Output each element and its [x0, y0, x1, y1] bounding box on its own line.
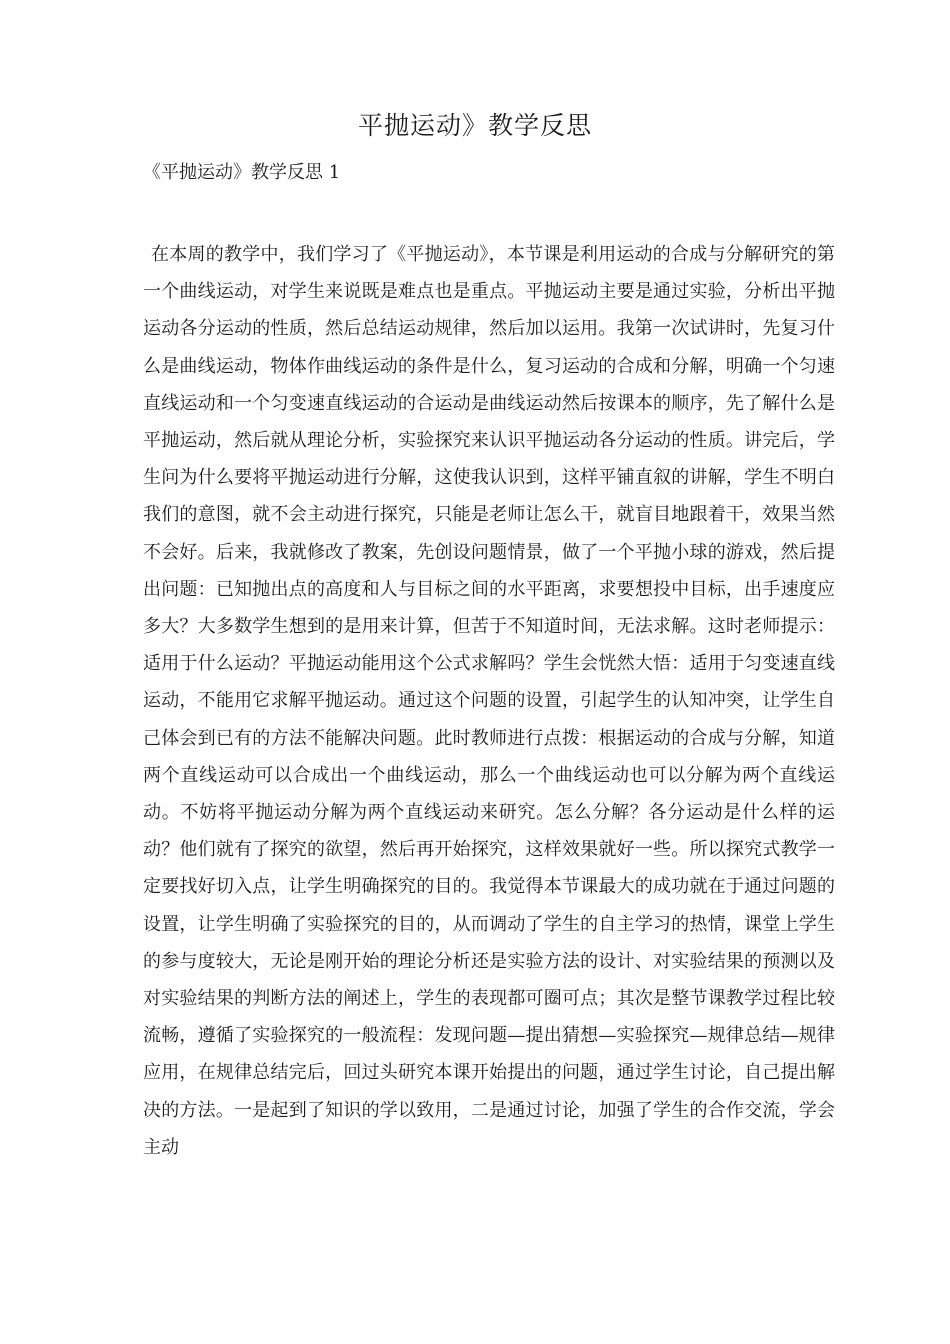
section-heading: 《平抛运动》教学反思 1 [143, 162, 341, 183]
body-paragraph: 在本周的教学中，我们学习了《平抛运动》，本节课是利用运动的合成与分解研究的第一个曲线运动，对学生来说既是难点也是重点。平抛运动主要是通过实验，分析出平抛运动各分运动的性质，然后总结运动规律，然后加以运用。我第一次试讲时，先复习什么是曲线运动，物体作曲线运动的条件是什么，复习运动的合成和分解，明确一个匀速直线运动和一个匀变速直线运动的合运动是曲线运动然后按课本的顺序，先了解什么是平抛运动，然后就从理论分析，实验探究来认识平抛运动各分运动的性质。讲完后，学生问为什么要将平抛运动进行分解，这使我认识到，这样平铺直叙的讲解，学生不明白我们的意图，就不会主动进行探究，只能是老师让怎么干，就盲目地跟着干，效果当然不会好。后来，我就修改了教案，先创设问题情景，做了一个平抛小球的游戏，然后提出问题：已知抛出点的高度和人与目标之间的水平距离，求要想投中目标，出手速度应多大？大多数学生想到的是用来计算，但苦于不知道时间，无法求解。这时老师提示：适用于什么运动？平抛运动能用这个公式求解吗？学生会恍然大悟：适用于匀变速直线运动，不能用它求解平抛运动。通过这个问题的设置，引起学生的认知冲突，让学生自己体会到已有的方法不能解决问题。此时教师进行点拨：根据运动的合成与分解，知道两个直线运动可以合成出一个曲线运动，那么一个曲线运动也可以分解为两个直线运动。不妨将平抛运动分解为两个直线运动来研究。怎么分解？各分运动是什么样的运动？他们就有了探究的欲望，然后再开始探究，这样效果就好一些。所以探究式教学一定要找好切入点，让学生明确探究的目的。我觉得本节课最大的成功就在于通过问题的设置，让学生明确了实验探究的目的，从而调动了学生的自主学习的热情，课堂上学生的参与度较大，无论是刚开始的理论分析还是实验方法的设计、对实验结果的预测以及对实验结果的判断方法的阐述上，学生的表现都可圈可点；其次是整节课教学过程比较流畅，遵循了实验探究的一般流程：发现问题—提出猜想—实验探究—规律总结—规律应用，在规律总结完后，回过头研究本课开始提出的问题，通过学生讨论，自己提出解决的方法。一是起到了知识的学以致用，二是通过讨论，加强了学生的合作交流，学会主动 [143, 244, 835, 1158]
page-title: 平抛运动》教学反思 [357, 111, 592, 140]
